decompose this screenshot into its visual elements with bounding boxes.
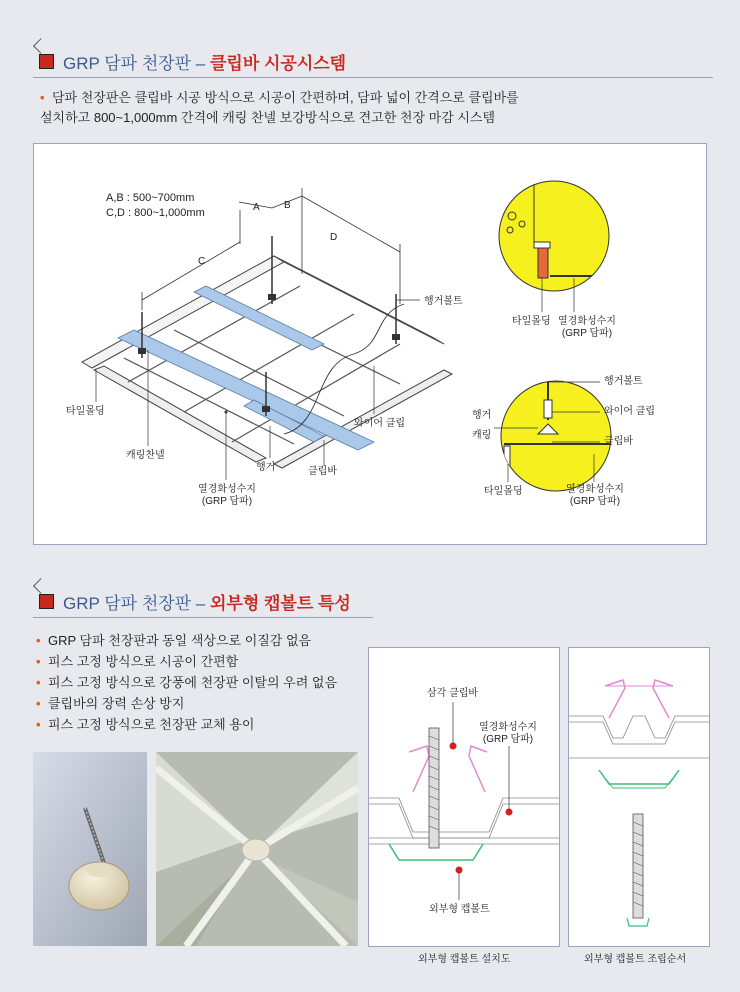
intro-line-1: • 담파 천장판은 클립바 시공 방식으로 시공이 간편하며, 담파 넓이 간격으로 클립바를 bbox=[40, 90, 519, 105]
dim-letter-b: B bbox=[284, 200, 291, 211]
detail-top-tile-molding: 타일몰딩 bbox=[512, 316, 551, 327]
cap-bolt-photo bbox=[33, 752, 147, 946]
dimension-cd: C,D : 800~1,000mm bbox=[106, 207, 205, 219]
section2-feature-list bbox=[36, 630, 337, 735]
section2-header bbox=[33, 586, 713, 620]
detail-bottom-carrying: 캐링 bbox=[472, 430, 492, 441]
detail-top-grp-panel: 열경화성수지 (GRP 담파) bbox=[558, 316, 616, 339]
detail-bottom-grp-panel: 열경화성수지 (GRP 담파) bbox=[566, 484, 624, 507]
red-square-icon bbox=[39, 594, 54, 609]
feature-item: • 피스 고정 방식으로 강풍에 천장판 이탈의 우려 없음 bbox=[36, 675, 338, 690]
label-cap-bolt: 외부형 캡볼트 bbox=[429, 904, 490, 915]
feature-item: • 피스 고정 방식으로 시공이 간편함 bbox=[36, 654, 239, 669]
assembly-drawing-caption: 외부형 캡볼트 조립순서 bbox=[584, 954, 687, 965]
install-drawing-caption: 외부형 캡볼트 설치도 bbox=[418, 954, 511, 965]
feature-item: • 피스 고정 방식으로 천장판 교체 용이 bbox=[36, 717, 255, 732]
detail-bottom-hanger-bolt: 행거볼트 bbox=[604, 376, 643, 387]
detail-circle-bottom bbox=[501, 381, 611, 491]
cap-bolt-install-drawing bbox=[368, 647, 560, 947]
label-install-grp: 열경화성수지 (GRP 담파) bbox=[479, 722, 537, 745]
label-carrying-channel: 캐링찬넬 bbox=[126, 450, 165, 461]
detail-bottom-tile-molding: 타일몰딩 bbox=[484, 486, 523, 497]
intro-line-2: 설치하고 800~1,000mm 간격에 캐링 찬넬 보강방식으로 견고한 천장 마감 시스템 bbox=[40, 110, 496, 125]
red-square-icon bbox=[39, 54, 54, 69]
label-hanger-bolt: 행거볼트 bbox=[424, 296, 463, 307]
label-triangle-clip: 삼각 클립바 bbox=[427, 688, 479, 699]
dim-letter-c: C bbox=[198, 256, 206, 267]
detail-bottom-hanger: 행거 bbox=[472, 410, 492, 421]
detail-bottom-wire-clip: 와이어 클립 bbox=[604, 406, 656, 417]
corner-tick bbox=[33, 578, 49, 594]
detail-bottom-clip-bar: 클립바 bbox=[604, 436, 633, 447]
dimension-ab: A,B : 500~700mm bbox=[106, 192, 195, 204]
header-rule bbox=[33, 77, 713, 78]
label-tile-molding: 타일몰딩 bbox=[66, 406, 105, 417]
clipbar-system-panel bbox=[33, 143, 707, 545]
section1-title: GRP 담파 천장판 – 클립바 시공시스템 bbox=[63, 54, 347, 73]
section1-intro bbox=[40, 88, 519, 128]
section1-header bbox=[33, 46, 713, 80]
header-rule bbox=[33, 617, 373, 618]
feature-item: • 클립바의 장력 손상 방지 bbox=[36, 696, 185, 711]
cap-bolt-assembly-drawing bbox=[568, 647, 710, 947]
dim-letter-d: D bbox=[330, 232, 338, 243]
feature-item: • GRP 담파 천장판과 동일 색상으로 이질감 없음 bbox=[36, 633, 312, 648]
label-wire-clip: 와이어 클립 bbox=[354, 418, 406, 429]
detail-circle-top bbox=[499, 181, 609, 291]
corner-tick bbox=[33, 38, 49, 54]
dim-letter-a: A bbox=[253, 202, 260, 213]
section2-title: GRP 담파 천장판 – 외부형 캡볼트 특성 bbox=[63, 594, 351, 613]
label-hanger: 행거 bbox=[256, 462, 276, 473]
label-clip-bar: 클립바 bbox=[308, 466, 337, 477]
label-grp-panel: 열경화성수지 (GRP 담파) bbox=[198, 484, 256, 507]
ceiling-installed-photo bbox=[156, 752, 358, 946]
